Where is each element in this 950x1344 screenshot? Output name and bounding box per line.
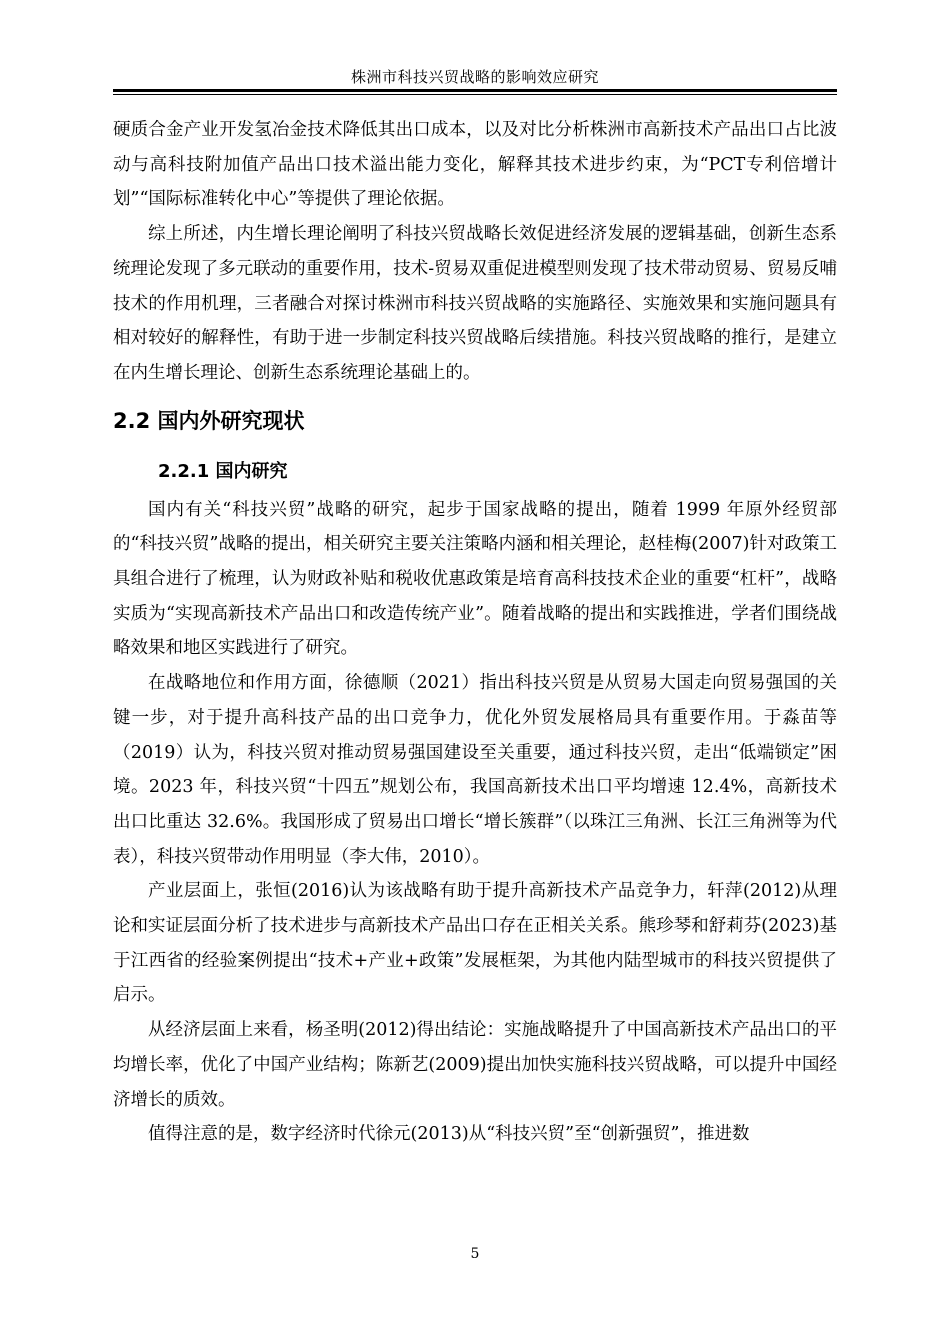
page-number: 5 <box>470 1246 480 1262</box>
header-rule-thin <box>113 94 837 95</box>
paragraph-domestic-intro: 国内有关“科技兴贸”战略的研究，起步于国家战略的提出，随着 1999 年原外经贸部的“科技兴贸”战略的提出，相关研究主要关注策略内涵和相关理论，赵桂梅(2007)针对政策工具组合进行了梳理，认为财政补贴和税收优惠政策是培育高科技技术企业的重要“杠杆”，战略实质为“实现高新技术产品出口和改造传统产业”。随着战略的提出和实践推进，学者们围绕战略效果和地区实践进行了研究。 <box>113 499 837 659</box>
subsection-heading-2-2-1: 2.2.1 国内研究 <box>158 460 288 482</box>
paragraph-digital-economy: 值得注意的是，数字经济时代徐元(2013)从“科技兴贸”至“创新强贸”，推进数 <box>148 1124 750 1145</box>
running-header-title: 株洲市科技兴贸战略的影响效应研究 <box>350 68 599 86</box>
paragraph-summary: 综上所述，内生增长理论阐明了科技兴贸战略长效促进经济发展的逻辑基础，创新生态系统理论发现了多元联动的重要作用，技术-贸易双重促进模型则发现了技术带动贸易、贸易反哺技术的作用机理，三者融合对探讨株洲市科技兴贸战略的实施路径、实施效果和实施问题具有相对较好的解释性，有助于进一步制定科技兴贸战略后续措施。科技兴贸战略的推行，是建立在内生增长理论、创新生态系统理论基础上的。 <box>113 224 837 383</box>
page-content <box>113 113 837 1152</box>
paragraph-industry-level: 产业层面上，张恒(2016)认为该战略有助于提升高新技术产品竞争力，轩萍(2012)从理论和实证层面分析了技术进步与高新技术产品出口存在正相关关系。熊珍琴和舒莉芬(2023)基于江西省的经验案例提出“技术+产业+政策”发展框架，为其他内陆型城市的科技兴贸提供了启示。 <box>113 881 837 1006</box>
paragraph-economic-level: 从经济层面上来看，杨圣明(2012)得出结论：实施战略提升了中国高新技术产品出口的平均增长率，优化了中国产业结构；陈新艺(2009)提出加快实施科技兴贸战略，可以提升中国经济增长的质效。 <box>113 1020 837 1110</box>
section-heading-2-2: 2.2 国内外研究现状 <box>113 408 305 433</box>
header-rule-thick <box>113 89 837 92</box>
paragraph-continued: 硬质合金产业开发氢冶金技术降低其出口成本，以及对比分析株洲市高新技术产品出口占比波动与高科技附加值产品出口技术溢出能力变化，解释其技术进步约束，为“PCT专利倍增计划”“国际标准转化中心”等提供了理论依据。 <box>113 120 837 210</box>
paragraph-strategic-role: 在战略地位和作用方面，徐德顺（2021）指出科技兴贸是从贸易大国走向贸易强国的关键一步，对于提升高科技产品的出口竞争力，优化外贸发展格局具有重要作用。于淼苗等（2019）认为，科技兴贸对推动贸易强国建设至关重要，通过科技兴贸，走出“低端锁定”困境。2023 年，科技兴贸“十四五”规划公布，我国高新技术出口平均增速 12.4%，高新技术出口比重达 32.6%。我国形成了贸易出口增长“增长簇群”（以珠江三角洲、长江三角洲等为代表），科技兴贸带动作用明显（李大伟，2010）。 <box>113 673 837 867</box>
